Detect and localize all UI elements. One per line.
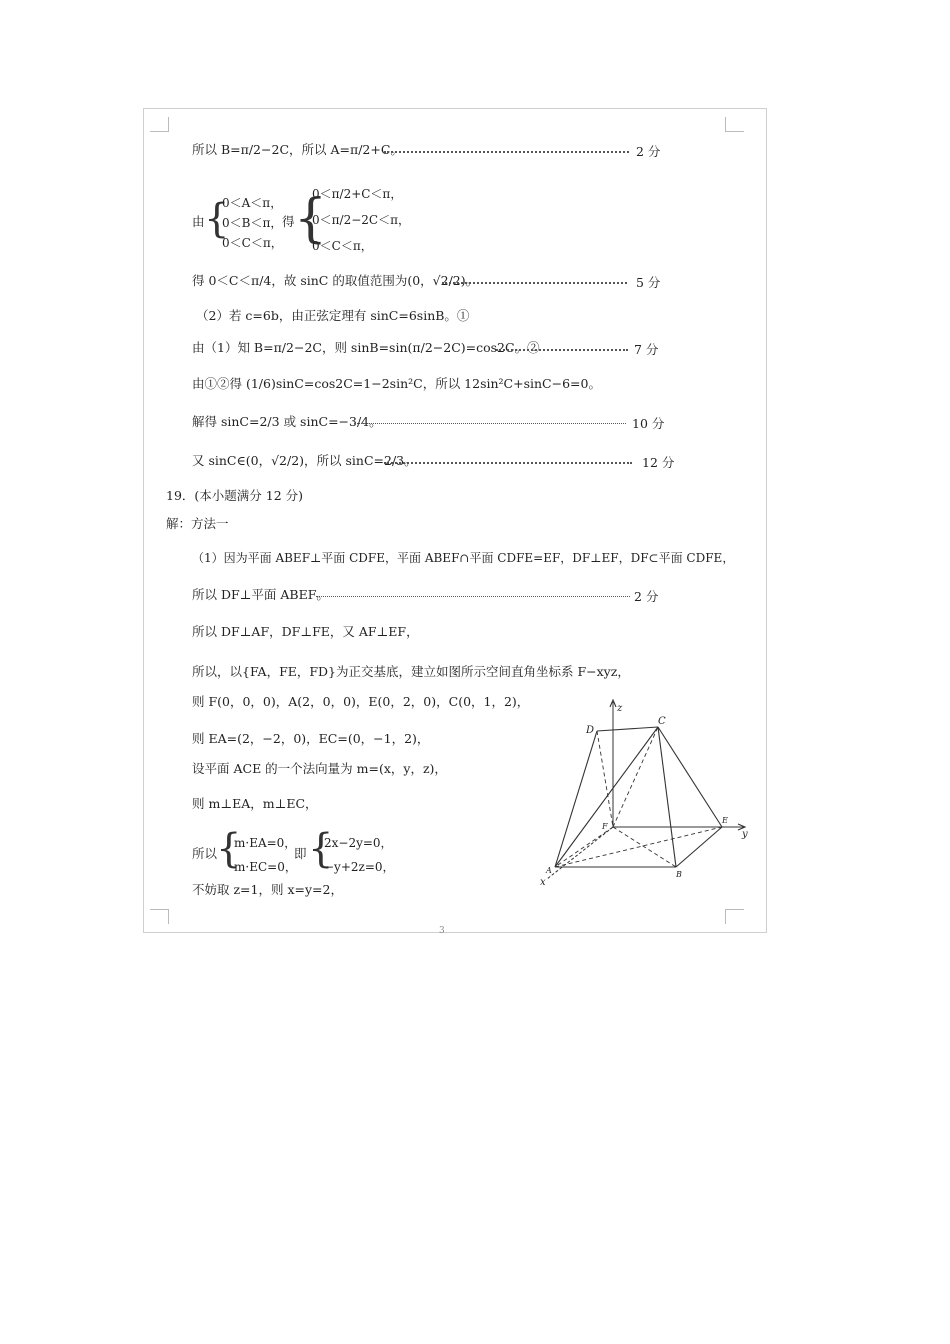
edge-CB	[658, 727, 676, 867]
score-2: 2 分	[636, 144, 661, 159]
right-brace: {	[294, 189, 328, 249]
line-6: 由①②得 (1/6)sinC=cos2C=1−2sin²C，所以 12sin²C+sinC−6=0。	[192, 376, 601, 391]
step-5: 则 F(0，0，0)，A(2，0，0)，E(0，2，0)，C(0，1，2)，	[192, 694, 530, 709]
crop-mark-bottom-right	[725, 909, 744, 924]
step-9-left-row: m·EA=0，	[234, 836, 297, 850]
step-9-intro: 所以	[192, 846, 218, 861]
score-2b: 2 分	[634, 589, 659, 604]
label-E: E	[722, 816, 728, 825]
edge-FA	[555, 827, 613, 867]
leader-dots	[316, 596, 630, 597]
system-left	[222, 193, 283, 253]
edge-DF	[597, 731, 613, 827]
score-12: 12 分	[642, 455, 675, 470]
step-8: 则 m⊥EA，m⊥EC，	[192, 796, 318, 811]
step-1: （1）因为平面 ABEF⊥平面 CDFE，平面 ABEF∩平面 CDFE=EF，DF⊥EF，DF⊂平面 CDFE，	[192, 551, 735, 565]
line-5: 由（1）知 B=π/2−2C，则 sinB=sin(π/2−2C)=cos2C。②	[192, 340, 540, 355]
system-left-row: 0＜C＜π，	[222, 236, 283, 250]
system-mid: 得	[282, 214, 295, 229]
crop-mark-bottom-left	[150, 909, 169, 924]
crop-mark-top-left	[150, 117, 169, 132]
label-C: C	[658, 716, 666, 727]
x-axis	[547, 827, 613, 879]
line-8: 又 sinC∈(0，√2/2)，所以 sinC=2/3。	[192, 453, 417, 468]
solution-heading: 解：方法一	[166, 516, 229, 531]
label-x: x	[540, 877, 546, 887]
leader-dots	[442, 282, 627, 284]
score-10: 10 分	[632, 416, 665, 431]
label-z: z	[617, 703, 623, 714]
step-9-right-row: −y+2z=0，	[324, 860, 395, 874]
document-page	[143, 108, 767, 936]
step-10: 不妨取 z=1，则 x=y=2，	[192, 882, 343, 897]
score-5: 5 分	[636, 275, 661, 290]
edge-FC	[613, 727, 658, 827]
edge-FB	[613, 827, 676, 867]
step-7: 设平面 ACE 的一个法向量为 m=(x，y，z)，	[192, 761, 447, 776]
label-y: y	[742, 829, 748, 840]
step-9-left-row: m·EC=0，	[234, 860, 297, 874]
label-B: B	[676, 870, 682, 879]
edge-CE	[658, 727, 722, 827]
label-F: F	[602, 822, 608, 831]
question-19-heading: 19．(本小题满分 12 分)	[166, 488, 304, 503]
leader-dots	[354, 423, 626, 424]
step-6: 则 EA=(2，−2，0)，EC=(0，−1，2)，	[192, 731, 430, 746]
line-1: 所以 B=π/2−2C，所以 A=π/2+C。	[192, 142, 403, 157]
step-9-mid: 即	[294, 846, 307, 861]
page-number: 3	[439, 926, 445, 936]
line-3: 得 0＜C＜π/4，故 sinC 的取值范围为(0，√2/2)。	[192, 273, 479, 288]
step-9-right-row: 2x−2y=0，	[324, 836, 393, 850]
step-4: 所以，以{FA，FE，FD}为正交基底，建立如图所示空间直角坐标系 F−xyz，	[192, 664, 630, 679]
edge-DA	[555, 731, 597, 867]
crop-mark-top-right	[725, 117, 744, 132]
left-brace: {	[216, 826, 242, 872]
leader-dots	[384, 462, 632, 464]
label-A: A	[546, 866, 552, 875]
step-2: 所以 DF⊥平面 ABEF。	[192, 587, 329, 602]
system-intro: 由	[192, 214, 205, 229]
system-left-row: 0＜B＜π，	[222, 216, 283, 230]
edge-DC	[597, 727, 658, 731]
right-brace: {	[308, 826, 334, 872]
step-9-left	[234, 831, 297, 879]
score-7: 7 分	[634, 342, 659, 357]
edge-BE	[676, 827, 722, 867]
step-9-right	[324, 831, 395, 879]
geometry-figure	[530, 697, 754, 887]
step-3: 所以 DF⊥AF，DF⊥FE，又 AF⊥EF，	[192, 624, 419, 639]
system-right	[312, 181, 410, 259]
line-4: （2）若 c=6b，由正弦定理有 sinC=6sinB。①	[196, 308, 470, 323]
system-right-row: 0＜π/2−2C＜π，	[312, 213, 410, 227]
system-right-row: 0＜C＜π，	[312, 239, 373, 253]
system-right-row: 0＜π/2+C＜π，	[312, 187, 403, 201]
system-left-row: 0＜A＜π，	[222, 196, 283, 210]
left-brace: {	[204, 196, 230, 242]
leader-dots	[384, 151, 629, 153]
line-7: 解得 sinC=2/3 或 sinC=−3/4。	[192, 414, 382, 429]
leader-dots	[496, 349, 628, 351]
label-D: D	[586, 725, 595, 736]
